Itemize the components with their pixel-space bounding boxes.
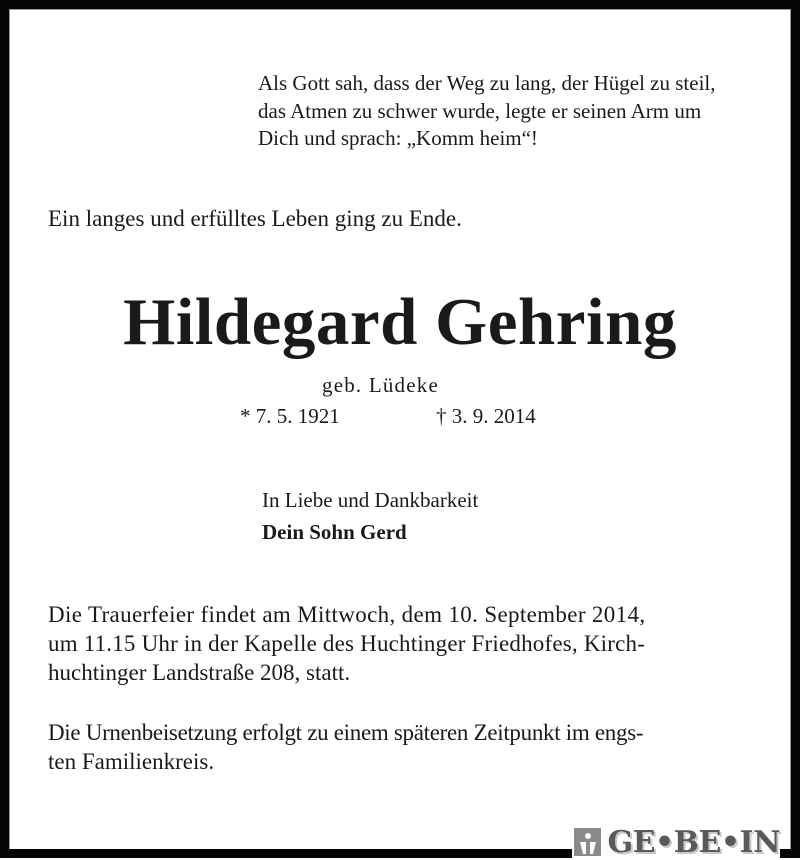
burial-line: Die Urnenbeisetzung erfolgt zu einem späteren Zeitpunkt im engs- [48,720,644,745]
funeral-info [48,600,645,687]
border-bottom-right [780,849,800,858]
funeral-line: huchtinger Landstraße 208, statt. [48,660,351,685]
birth-date: * 7. 5. 1921 [240,404,340,428]
inner-line-top [9,9,791,10]
poem-line: das Atmen zu schwer wurde, legte er seinen Arm um [258,98,702,123]
closing-text: In Liebe und Dankbarkeit [262,488,479,512]
funeral-line: Die Trauerfeier findet am Mittwoch, dem 10. September 2014, [48,602,646,627]
poem-line: Dich und sprach: „Komm heim“! [258,126,538,150]
border-right [791,0,800,858]
inner-line-left [9,9,10,849]
burial-info [48,718,643,776]
funeral-line: um 11.15 Uhr in der Kapelle des Huchtinger Friedhofes, Kirch- [48,631,646,656]
maiden-name: geb. Lüdeke [322,373,439,397]
poem-line: Als Gott sah, dass der Weg zu lang, der Hügel zu steil, [258,71,716,95]
gebein-logo [574,826,780,858]
gebein-figure-icon [574,828,601,856]
death-date: † 3. 9. 2014 [436,404,536,428]
inner-line-right [790,9,791,849]
border-bottom-left [0,849,572,858]
intro-text: Ein langes und erfülltes Leben ging zu Ende. [48,206,462,231]
poem [258,70,716,153]
signature: Dein Sohn Gerd [262,520,407,544]
border-left [0,0,9,858]
burial-line: ten Familienkreis. [48,749,215,774]
border-top [0,0,800,9]
logo-text: GE•BE•IN [607,824,780,860]
deceased-name: Hildegard Gehring [123,285,677,359]
